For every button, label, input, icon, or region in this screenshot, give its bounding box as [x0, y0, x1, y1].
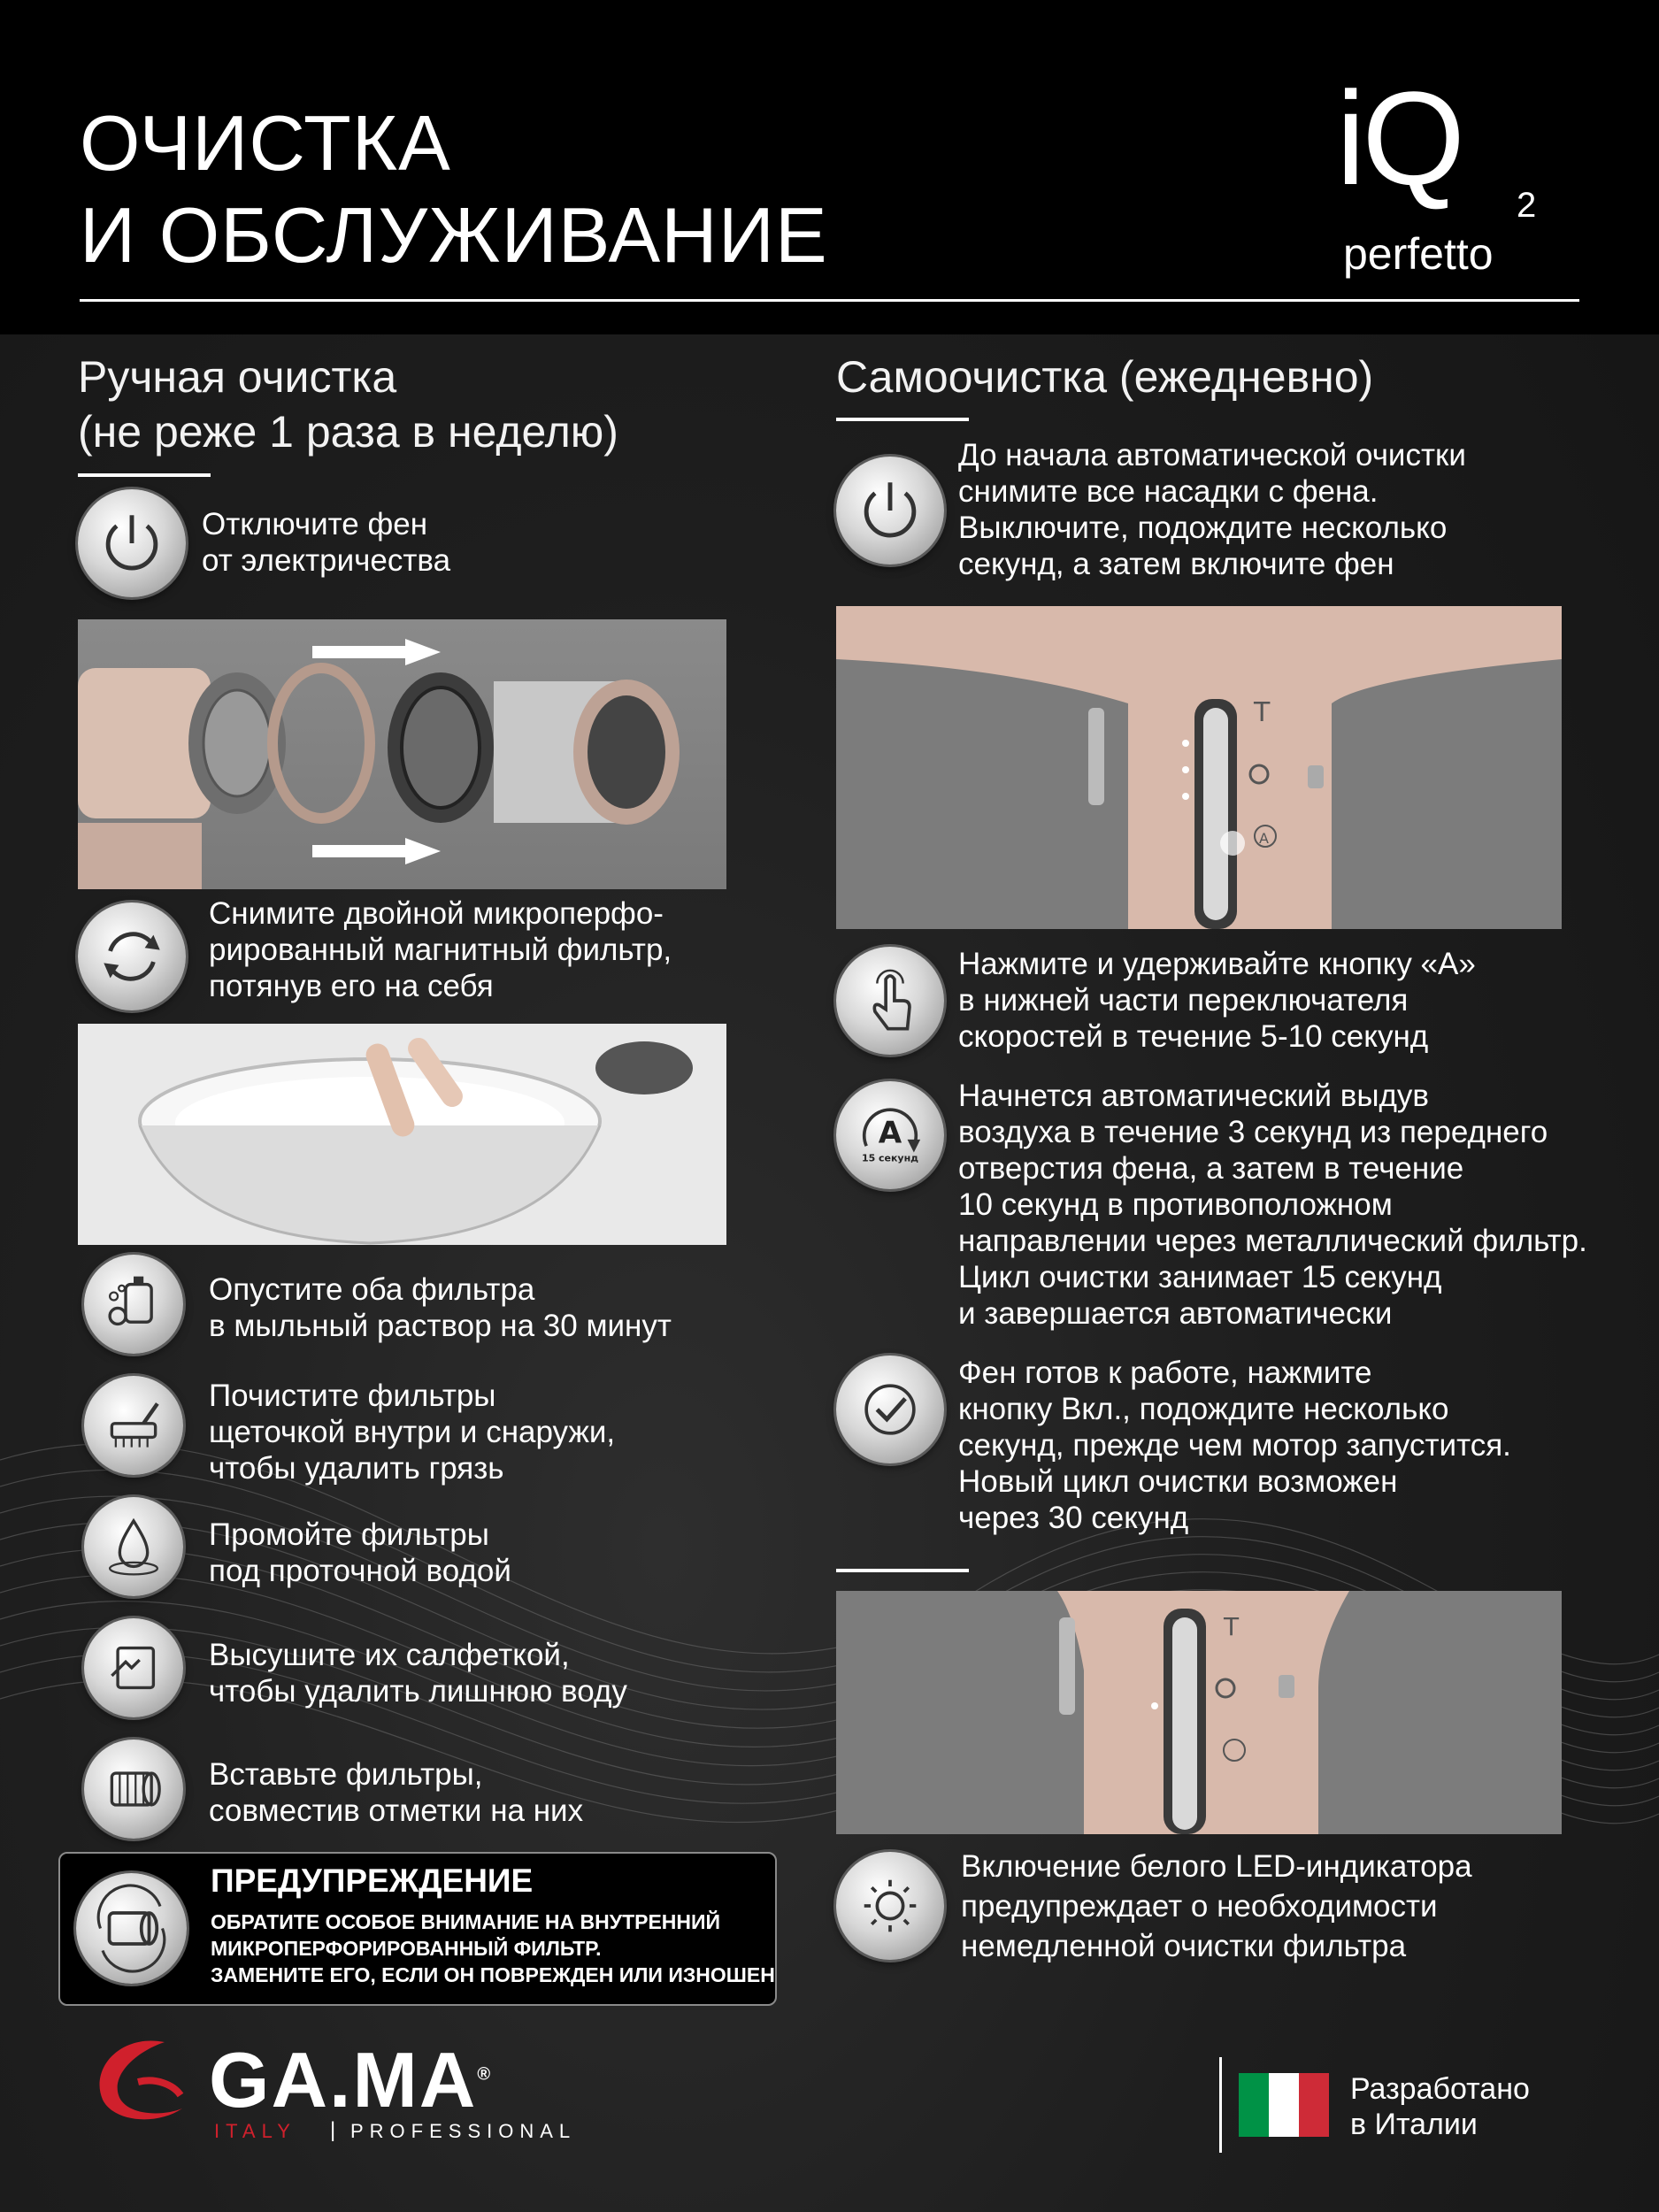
water-drop-icon [84, 1497, 183, 1596]
page-title [80, 97, 828, 281]
made-in-italy-text: Разработано в Италии [1350, 2072, 1530, 2141]
header [0, 0, 1659, 334]
dryer-top-letter: T [1254, 697, 1271, 728]
gama-tagline-italy: ITALY [214, 2120, 296, 2142]
logo-iq-text: iQ [1336, 64, 1462, 212]
filter-removal-image [78, 619, 726, 889]
brush-icon [84, 1376, 183, 1475]
gama-logo [85, 2026, 580, 2150]
manual-step-2-text: Снимите двойной микроперфо- рированный магнитный фильтр, потянув его на себя [209, 896, 672, 1003]
auto-badge-letter: A [878, 1115, 902, 1151]
rotate-arrows-icon [78, 902, 186, 1010]
dryer-auto-letter: A [1259, 830, 1269, 847]
logo-perfetto-text: perfetto [1343, 229, 1494, 279]
iq-perfetto-logo [1327, 35, 1584, 292]
page-title-line2: И ОБСЛУЖИВАНИЕ [80, 191, 828, 279]
logo-subscript: 2 [1517, 186, 1537, 225]
self-clean-title: Самоочистка (ежедневно) [836, 352, 1374, 402]
gama-brand-text: GA.MA [209, 2036, 478, 2124]
flag-white [1269, 2073, 1299, 2137]
self-step-5-text: Включение белого LED-индикатора предупреждает о необходимости немедленной очистки фильтра [961, 1849, 1472, 1963]
gama-swirl-icon [85, 2033, 200, 2131]
power-icon [78, 489, 186, 597]
dryer-led-image [836, 1591, 1562, 1834]
manual-step-1-text: Отключите фен от электричества [202, 507, 451, 578]
self-step-2-text: Нажмите и удерживайте кнопку «А» в нижней части переключателя скоростей в течение 5-10 секунд [958, 947, 1476, 1054]
manual-step-4-text: Почистите фильтры щеточкой внутри и снаружи, чтобы удалить грязь [209, 1379, 616, 1486]
check-icon [836, 1356, 944, 1463]
gama-tagline-professional: PROFESSIONAL [350, 2120, 577, 2142]
soapy-bowl-image [78, 1024, 726, 1245]
warning-box [58, 1852, 777, 2006]
warning-text: ОБРАТИТЕ ОСОБОЕ ВНИМАНИЕ НА ВНУТРЕННИЙ МИКРОПЕРФОРИРОВАННЫЙ ФИЛЬТР. ЗАМЕНИТЕ ЕГО, ЕСЛИ ОН ПОВРЕЖДЕН ИЛИ ИЗНОШЕН [211, 1910, 775, 1986]
manual-title-underline [78, 473, 211, 477]
self-step-1-text: До начала автоматической очистки снимите все насадки с фена. Выключите, подождите несколько секунд, а затем включите фен [958, 438, 1466, 581]
filter-rotate-icon [76, 1873, 187, 1984]
dryer-controls-image [836, 606, 1562, 929]
auto-badge-text: 15 секунд [861, 1152, 919, 1164]
wipe-hand-icon [84, 1618, 183, 1717]
auto-cycle-icon [836, 1081, 944, 1189]
made-in-italy-block [1219, 2057, 1609, 2154]
manual-title-line1: Ручная очистка [78, 352, 397, 402]
flag-green [1239, 2073, 1269, 2137]
self-step-3-text: Начнется автоматический выдув воздуха в течение 3 секунд из переднего отверстия фена, а затем в течение 10 секунд в противоположном направлении через металлический фильтр. Цикл очистки занимает 15 секунд и завершается автоматически [958, 1079, 1587, 1331]
self-step-4-text: Фен готов к работе, нажмите кнопку Вкл., подождите несколько секунд, прежде чем мотор запустится. Новый цикл очистки возможен через 30 секунд [958, 1356, 1511, 1535]
manual-step-5-text: Промойте фильтры под проточной водой [209, 1517, 511, 1588]
flag-red [1299, 2073, 1329, 2137]
detergent-icon [84, 1255, 183, 1354]
made-in-italy-divider [1219, 2057, 1222, 2153]
manual-clean-title [78, 349, 618, 459]
manual-title-line2: (не реже 1 раза в неделю) [78, 407, 618, 457]
header-divider [80, 299, 1579, 302]
warning-title: ПРЕДУПРЕЖДЕНИЕ [211, 1863, 534, 1899]
gama-registered: ® [477, 2064, 493, 2085]
italy-flag [1239, 2073, 1329, 2137]
gama-brand [209, 2035, 492, 2125]
page-title-line1: ОЧИСТКА [80, 99, 451, 187]
gama-tagline-separator: | [330, 2118, 336, 2142]
svg-text:T: T [1224, 1612, 1240, 1641]
self-clean-divider [836, 1569, 969, 1572]
manual-step-3-text: Опустите оба фильтра в мыльный раствор на 30 минут [209, 1272, 672, 1343]
sun-led-icon [836, 1852, 944, 1960]
self-clean-title-underline [836, 418, 969, 421]
manual-step-7-text: Вставьте фильтры, совместив отметки на них [209, 1757, 584, 1828]
manual-step-6-text: Высушите их салфеткой, чтобы удалить лишнюю воду [209, 1638, 627, 1709]
filter-insert-icon [84, 1740, 183, 1839]
power-icon-right [836, 457, 944, 565]
press-finger-icon [836, 947, 944, 1055]
